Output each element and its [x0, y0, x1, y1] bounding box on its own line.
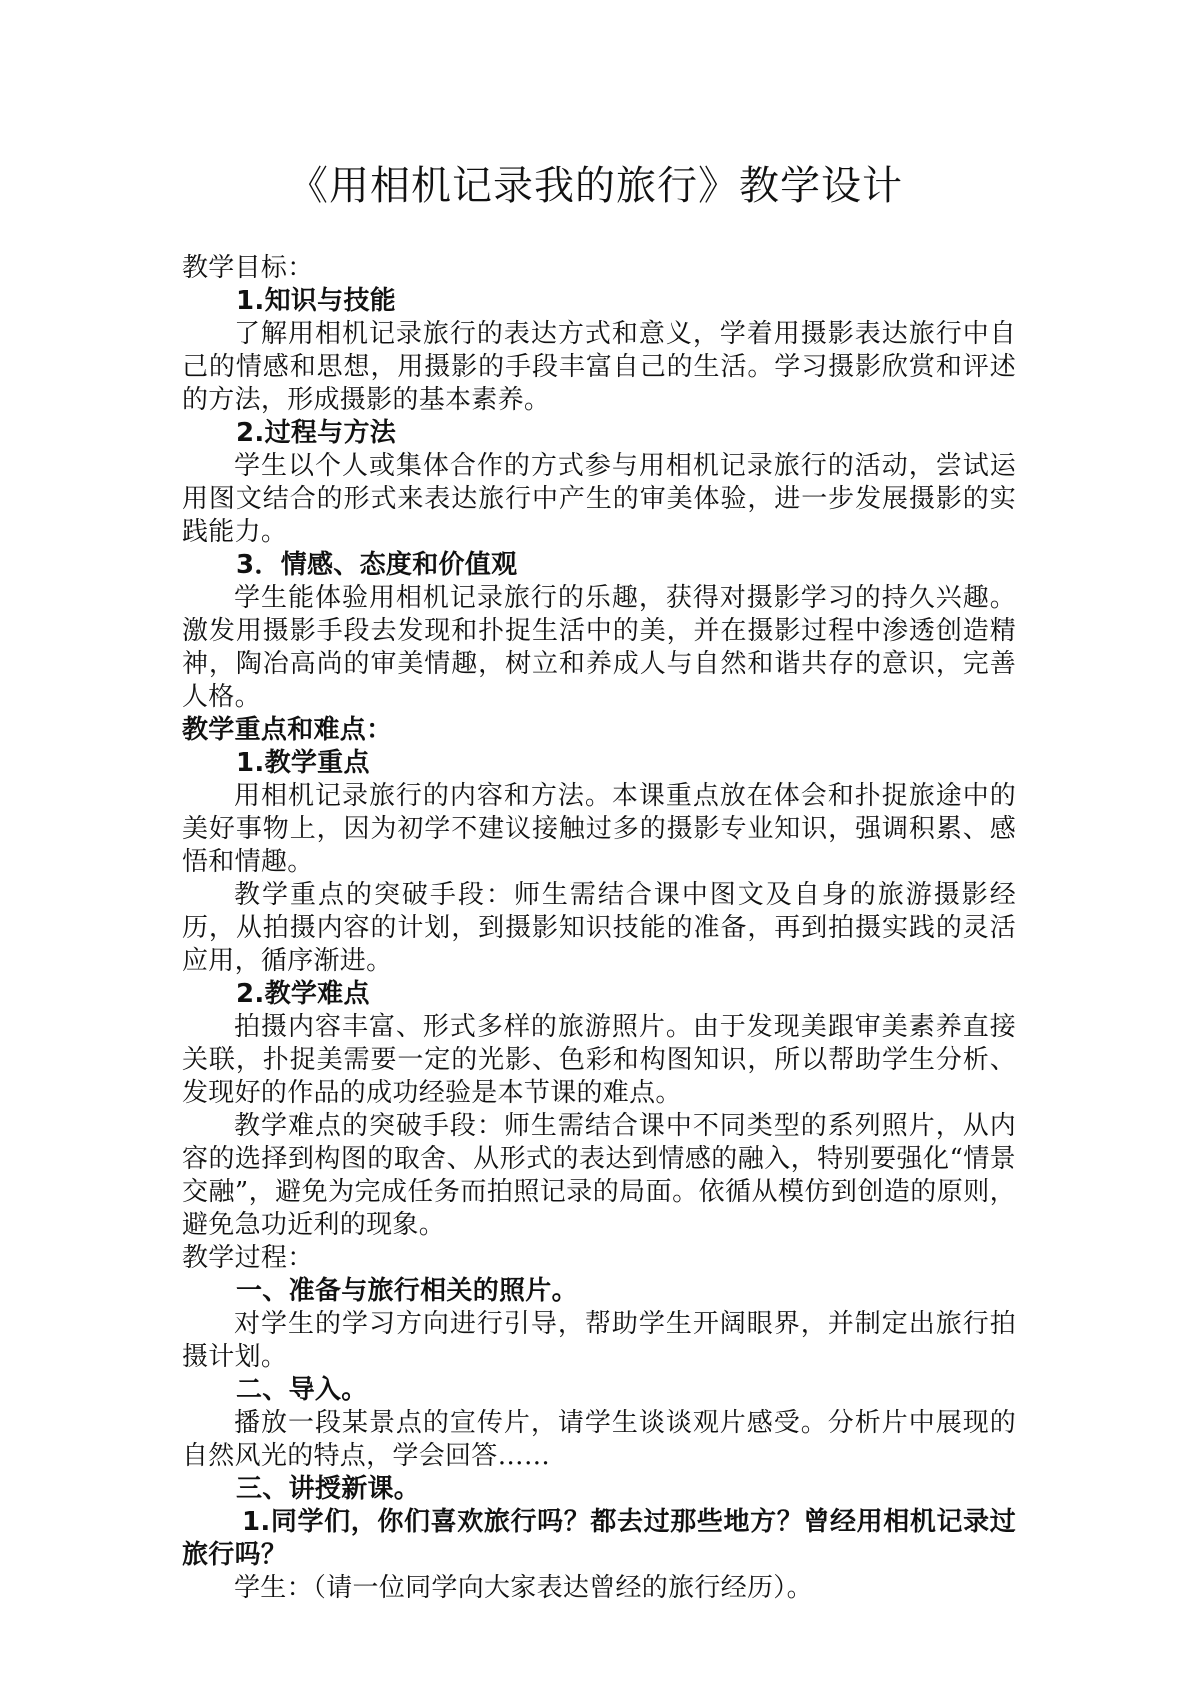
document-body — [182, 252, 1016, 1605]
paragraph-teaching-difficulty-2: 教学难点的突破手段：师生需结合课中不同类型的系列照片，从内容的选择到构图的取舍、从形式的表达到情感的融入，特别要强化“情景交融”，避免为完成任务而拍照记录的局面。依循从模仿到创造的原则，避免急功近利的现象。 — [182, 1111, 1016, 1240]
subheading-step-1: 一、准备与旅行相关的照片。 — [236, 1276, 578, 1306]
paragraph-step-2: 播放一段某景点的宣传片，请学生谈谈观片感受。分析片中展现的自然风光的特点，学会回答…… — [182, 1408, 1016, 1471]
paragraph-knowledge-skills: 了解用相机记录旅行的表达方式和意义，学着用摄影表达旅行中自己的情感和思想，用摄影的手段丰富自己的生活。学习摄影欣赏和评述的方法，形成摄影的基本素养。 — [182, 319, 1016, 415]
paragraph-teaching-focus-2: 教学重点的突破手段：师生需结合课中图文及自身的旅游摄影经历，从拍摄内容的计划，到摄影知识技能的准备，再到拍摄实践的灵活应用，循序渐进。 — [182, 880, 1016, 976]
subheading-teaching-difficulty: 2.教学难点 — [236, 979, 370, 1009]
paragraph-teaching-focus-1: 用相机记录旅行的内容和方法。本课重点放在体会和扑捉旅途中的美好事物上，因为初学不建议接触过多的摄影专业知识，强调积累、感悟和情趣。 — [182, 781, 1016, 877]
subheading-emotion-values: 3．情感、态度和价值观 — [236, 550, 518, 580]
paragraph-process-method: 学生以个人或集体合作的方式参与用相机记录旅行的活动，尝试运用图文结合的形式来表达旅行中产生的审美体验，进一步发展摄影的实践能力。 — [182, 451, 1016, 547]
section-heading-keypoints: 教学重点和难点： — [182, 715, 393, 745]
page-title: 《用相机记录我的旅行》教学设计 — [288, 163, 903, 209]
paragraph-emotion-values: 学生能体验用相机记录旅行的乐趣，获得对摄影学习的持久兴趣。激发用摄影手段去发现和扑捉生活中的美，并在摄影过程中渗透创造精神，陶冶高尚的审美情趣，树立和养成人与自然和谐共存的意识，完善人格。 — [182, 583, 1016, 712]
subheading-knowledge-skills: 1.知识与技能 — [236, 286, 397, 316]
subheading-teaching-focus: 1.教学重点 — [236, 748, 370, 778]
subheading-process-method: 2.过程与方法 — [236, 418, 397, 448]
paragraph-step-3-answer: 学生：（请一位同学向大家表达曾经的旅行经历）。 — [234, 1573, 813, 1603]
paragraph-step-1: 对学生的学习方向进行引导，帮助学生开阔眼界，并制定出旅行拍摄计划。 — [182, 1309, 1016, 1372]
paragraph-teaching-difficulty-1: 拍摄内容丰富、形式多样的旅游照片。由于发现美跟审美素养直接关联，扑捉美需要一定的光影、色彩和构图知识，所以帮助学生分析、发现好的作品的成功经验是本节课的难点。 — [182, 1012, 1016, 1108]
section-heading-process: 教学过程： — [182, 1243, 314, 1273]
section-heading-objectives: 教学目标： — [182, 253, 314, 283]
subheading-step-3: 三、讲授新课。 — [236, 1474, 421, 1504]
paragraph-step-3-question: 1.同学们，你们喜欢旅行吗？都去过那些地方？曾经用相机记录过旅行吗？ — [182, 1507, 1016, 1570]
subheading-step-2: 二、导入。 — [236, 1375, 368, 1405]
